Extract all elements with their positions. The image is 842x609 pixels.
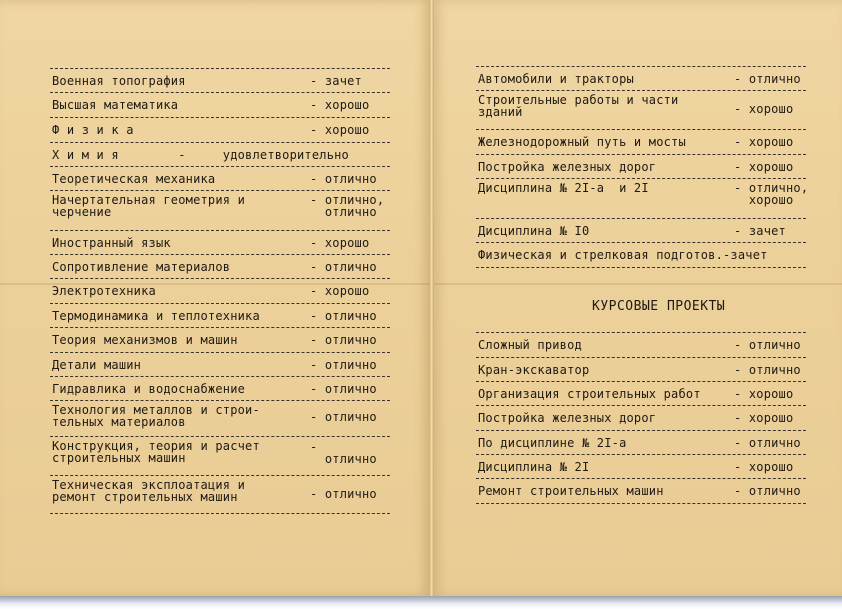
list-item: [476, 154, 806, 179]
subject-name: Постройка железных дорог: [478, 160, 657, 174]
grade-value: - зачет: [734, 224, 786, 238]
grade-value: - хорошо: [310, 98, 370, 112]
subject-name: Ремонт строительных машин: [478, 484, 664, 498]
grade-value: - отлично: [310, 487, 377, 501]
subject-name: Техническая эксплоатация и ремонт строительных машин: [52, 478, 246, 504]
subject-name: Дисциплина № 2I: [478, 460, 590, 474]
grade-value: - хорошо: [734, 160, 794, 174]
subject-name: Автомобили и тракторы: [478, 72, 634, 86]
subject-name: Х и м и я - удовлетворительно: [52, 148, 349, 162]
subject-name: Физическая и стрелковая подготов.-зачет: [478, 248, 768, 262]
horizontal-crease-right: [434, 283, 842, 285]
subject-name: Железнодорожный путь и мосты: [478, 135, 686, 149]
grade-value: - отлично: [310, 333, 377, 347]
list-item: [50, 166, 390, 191]
subject-name: По дисциплине № 2I-а: [478, 436, 627, 450]
grade-value: - отлично: [734, 436, 801, 450]
grade-value: - хорошо: [310, 236, 370, 250]
grade-value: - отлично: [310, 260, 377, 274]
subject-name: Строительные работы и части зданий: [478, 93, 679, 119]
subject-name: Технология металлов и строи- тельных материалов: [52, 403, 260, 429]
grade-value: - отлично: [310, 440, 377, 466]
subject-name: Дисциплина № 2I-а и 2I: [478, 181, 649, 195]
list-item: [50, 190, 390, 231]
list-item: [50, 400, 390, 437]
subject-name: Начертательная геометрия и черчение: [52, 193, 246, 219]
list-item: [50, 254, 390, 279]
grade-value: - отлично: [310, 172, 377, 186]
list-item: [476, 129, 806, 155]
list-item: [476, 454, 806, 479]
grade-value: - хорошо: [310, 123, 370, 137]
subject-name: Теоретическая механика: [52, 172, 216, 186]
subject-name: Конструкция, теория и расчет строительных машин: [52, 439, 260, 465]
section-title: КУРСОВЫЕ ПРОЕКТЫ: [592, 299, 726, 314]
subject-name: Дисциплина № I0: [478, 224, 590, 238]
scan-edge: [0, 596, 842, 609]
subject-name: Организация строительных работ: [478, 387, 701, 401]
grade-value: - отлично, хорошо: [734, 181, 809, 207]
list-divider: [476, 267, 806, 268]
subject-name: Кран-экскаватор: [478, 363, 590, 377]
grade-value: - хорошо: [310, 284, 370, 298]
list-item: [476, 478, 806, 504]
list-item: [50, 230, 390, 255]
list-item: [50, 436, 390, 476]
list-item: [476, 66, 806, 91]
list-item: [476, 332, 806, 358]
subject-name: Теория механизмов и машин: [52, 333, 238, 347]
subject-name: Сопротивление материалов: [52, 260, 231, 274]
subject-name: Гидравлика и водоснабжение: [52, 382, 246, 396]
list-item: [50, 475, 390, 514]
grade-value: - отлично: [310, 410, 377, 424]
grade-value: - отлично: [734, 338, 801, 352]
list-item: [476, 178, 809, 219]
list-item: [476, 90, 806, 130]
grade-value: - хорошо: [734, 102, 794, 116]
list-item: [476, 430, 806, 455]
grade-value: - отлично: [734, 72, 801, 86]
grade-value: - хорошо: [734, 460, 794, 474]
list-item: [476, 242, 806, 268]
grade-value: - отлично: [310, 382, 377, 396]
grade-value: - отлично, отлично: [310, 193, 385, 219]
subject-name: Ф и з и к а: [52, 123, 134, 137]
subject-name: Сложный привод: [478, 338, 582, 352]
grade-value: - отлично: [310, 309, 377, 323]
page-fold: [429, 0, 434, 598]
subject-name: Постройка железных дорог: [478, 411, 657, 425]
list-item: [50, 278, 390, 304]
list-item: [476, 357, 806, 382]
list-item: [50, 303, 390, 328]
subject-name: Детали машин: [52, 358, 142, 372]
grade-value: - отлично: [734, 363, 801, 377]
list-item: [476, 218, 806, 243]
subject-name: Высшая математика: [52, 98, 179, 112]
list-divider: [476, 503, 806, 504]
list-item: [50, 376, 390, 401]
list-item: [50, 142, 390, 167]
subject-name: Иностранный язык: [52, 236, 171, 250]
list-item: [476, 405, 806, 431]
grade-value: - хорошо: [734, 135, 794, 149]
grade-value: - отлично: [310, 358, 377, 372]
list-divider: [50, 513, 390, 514]
grade-value: - зачет: [310, 74, 362, 88]
grade-value: - хорошо: [734, 411, 794, 425]
list-item: [50, 68, 390, 93]
grade-value: - отлично: [734, 484, 801, 498]
list-item: [50, 92, 390, 118]
list-item: [476, 381, 806, 406]
subject-name: Военная топография: [52, 74, 186, 88]
subject-name: Электротехника: [52, 284, 156, 298]
list-item: [50, 117, 390, 143]
grade-value: - хорошо: [734, 387, 794, 401]
list-item: [50, 352, 390, 377]
list-item: [50, 327, 390, 353]
subject-name: Термодинамика и теплотехника: [52, 309, 260, 323]
